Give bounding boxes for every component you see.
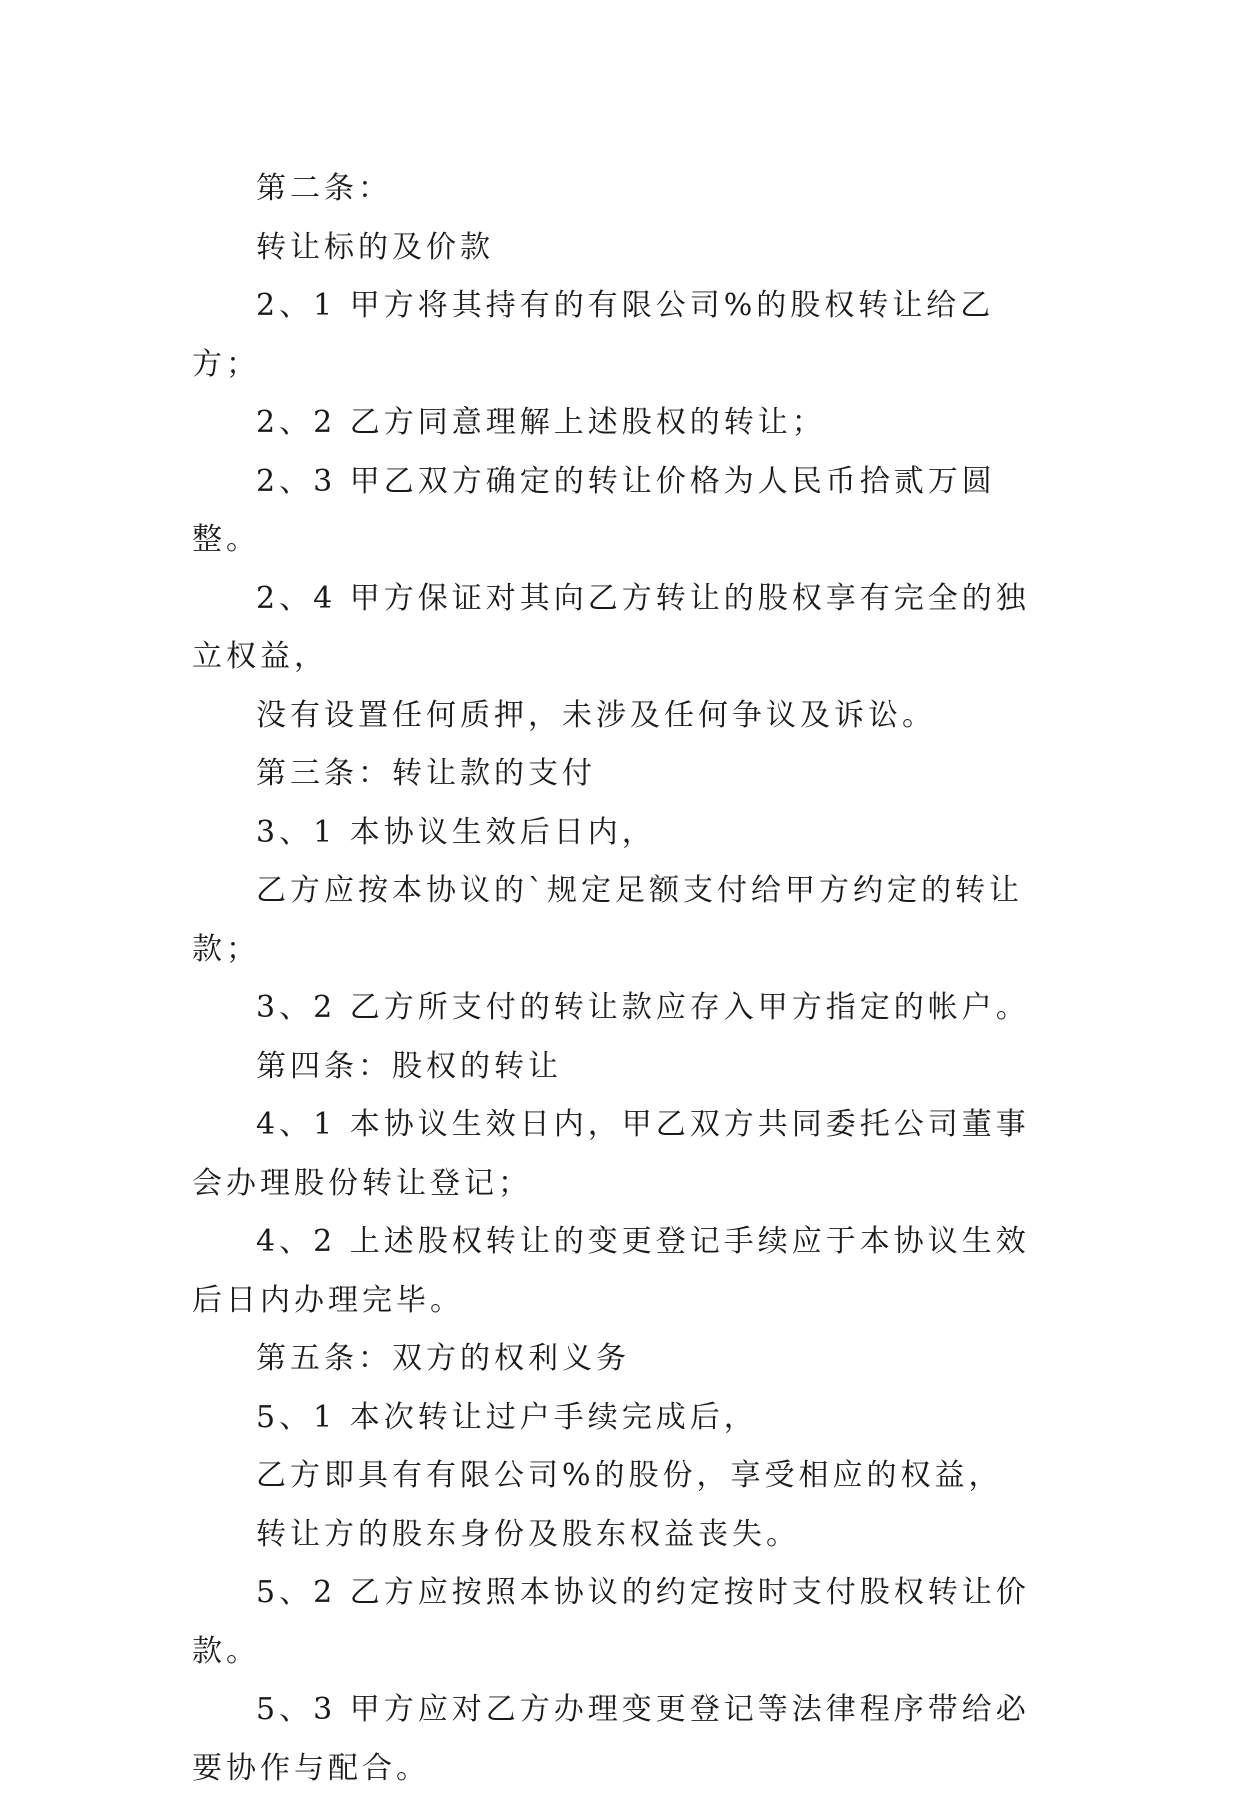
article-3-heading: 第三条：转让款的支付 bbox=[256, 756, 596, 791]
clause-2-4: 2、4 甲方保证对其向乙方转让的股权享有完全的独立权益， bbox=[192, 580, 1030, 674]
clause-5-1: 5、1 本次转让过户手续完成后， bbox=[256, 1399, 758, 1435]
clause-4-2: 4、2 上述股权转让的变更登记手续应于本协议生效后日内办理完毕。 bbox=[192, 1224, 1030, 1318]
clause-5-1-continued-2: 转让方的股东身份及股东权益丧失。 bbox=[256, 1516, 800, 1552]
clause-2-3: 2、3 甲乙双方确定的转让价格为人民币拾贰万圆整。 bbox=[192, 463, 996, 557]
clause-5-2: 5、2 乙方应按照本协议的约定按时支付股权转让价款。 bbox=[192, 1575, 1030, 1669]
article-2-heading: 第二条： bbox=[256, 171, 392, 206]
clause-2-1: 2、1 甲方将其持有的有限公司%的股权转让给乙方； bbox=[192, 288, 995, 382]
clause-3-2: 3、2 乙方所支付的转让款应存入甲方指定的帐户。 bbox=[256, 990, 1030, 1025]
clause-3-1-continued: 乙方应按本协议的`规定足额支付给甲方约定的转让款； bbox=[192, 873, 1023, 967]
article-2-title: 转让标的及价款 bbox=[256, 229, 494, 265]
clause-5-1-continued: 乙方即具有有限公司%的股份，享受相应的权益， bbox=[256, 1458, 1003, 1493]
clause-3-1: 3、1 本协议生效后日内， bbox=[256, 814, 656, 850]
clause-5-3: 5、3 甲方应对乙方办理变更登记等法律程序带给必要协作与配合。 bbox=[192, 1692, 1030, 1786]
article-4-heading: 第四条：股权的转让 bbox=[256, 1048, 562, 1084]
article-5-heading: 第五条：双方的权利义务 bbox=[256, 1341, 630, 1376]
clause-2-4-continued: 没有设置任何质押，未涉及任何争议及诉讼。 bbox=[256, 697, 936, 733]
clause-4-1: 4、1 本协议生效日内，甲乙双方共同委托公司董事会办理股份转让登记； bbox=[192, 1107, 1030, 1201]
document-body bbox=[192, 160, 1062, 1798]
clause-2-2: 2、2 乙方同意理解上述股权的转让； bbox=[256, 405, 826, 440]
